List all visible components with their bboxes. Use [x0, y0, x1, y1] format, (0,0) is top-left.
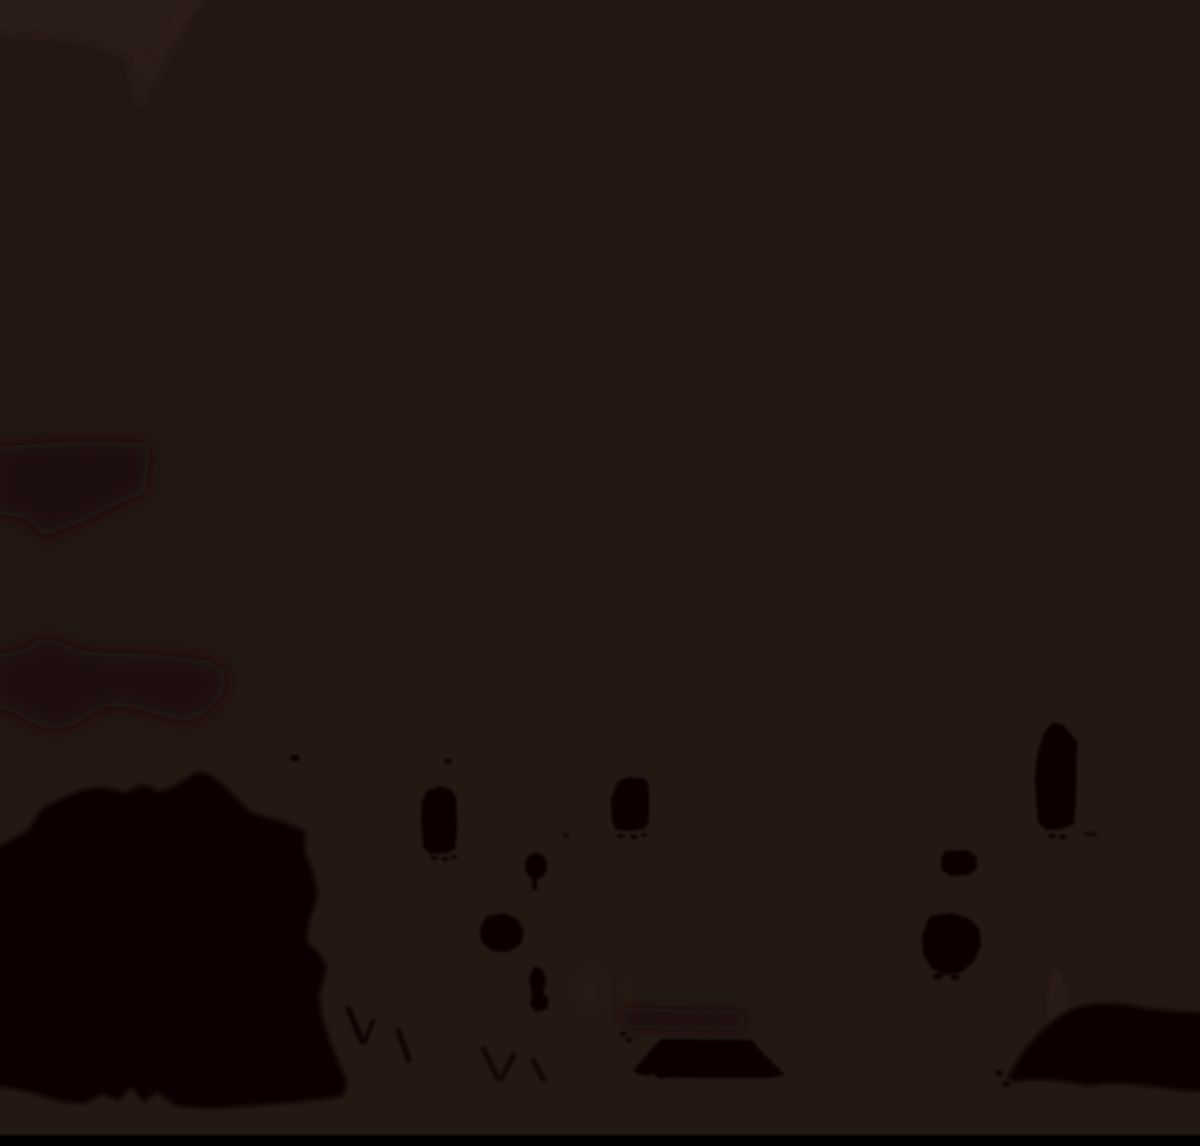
- speck-left-of-bottle-center: [562, 833, 570, 837]
- speck-right-of-bottle: [1083, 832, 1097, 836]
- round-blob-right-bump-1: [933, 973, 943, 979]
- speck-above-mass-1: [290, 755, 300, 761]
- trapezoid-edge-bump-2: [656, 1072, 666, 1079]
- bottle-left-fringe-2: [441, 857, 449, 861]
- silhouette-bottle-left: [421, 786, 457, 854]
- bottle-left-fringe-3: [451, 855, 457, 859]
- round-blob-right-bump-2: [950, 974, 960, 980]
- bottle-center-fringe-2: [630, 835, 638, 839]
- silhouette-bottle-center: [611, 777, 649, 831]
- speck-above-mass-2: [444, 759, 452, 764]
- strip-base-speck-1: [620, 1032, 626, 1037]
- shadow-band-center-bottom: [622, 1008, 745, 1030]
- bottle-right-fringe-2: [1059, 835, 1067, 839]
- bottle-center-fringe-1: [617, 834, 625, 838]
- bottle-center-fringe-3: [641, 833, 647, 836]
- wedge-left-speck-1: [995, 1070, 1003, 1076]
- strip-base-speck-2: [626, 1038, 632, 1043]
- faint-light-blob-center: [575, 963, 605, 1017]
- bottle-left-fringe-1: [430, 856, 438, 860]
- silhouette-small-blob-right: [941, 850, 977, 876]
- bottle-right-fringe-1: [1048, 834, 1056, 838]
- trapezoid-edge-bump-1: [642, 1068, 652, 1076]
- silhouette-blob-with-tail: [525, 853, 547, 879]
- wedge-left-speck-2: [1002, 1081, 1010, 1087]
- bottom-black-bar: [0, 1135, 1200, 1146]
